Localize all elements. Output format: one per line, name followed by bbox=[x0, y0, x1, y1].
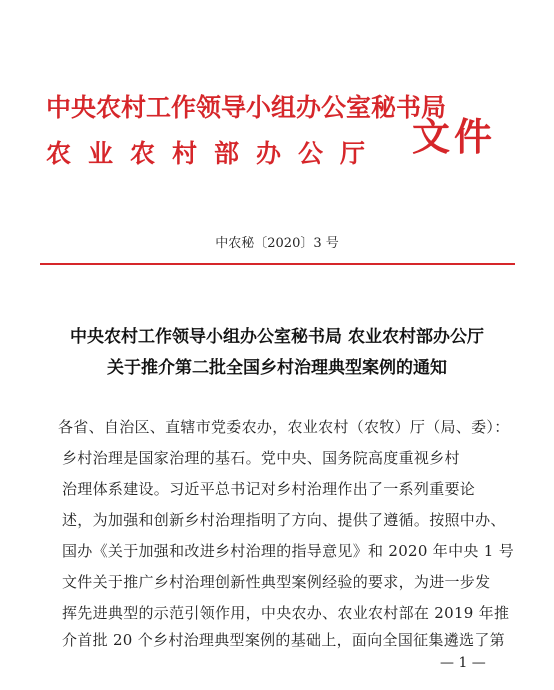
issuer-line-1: 中央农村工作领导小组办公室秘书局 bbox=[46, 93, 447, 122]
page-number: — 1 — bbox=[440, 655, 486, 671]
title-line-2: 关于推介第二批全国乡村治理典型案例的通知 bbox=[107, 358, 447, 378]
body-line: 挥先进典型的示范引领作用，中央农办、农业农村部在 2019 年推 bbox=[62, 604, 510, 622]
title-line-1: 中央农村工作领导小组办公室秘书局 农业农村部办公厅 bbox=[70, 327, 484, 347]
body-line: 介首批 20 个乡村治理典型案例的基础上，面向全国征集遴选了第 bbox=[62, 631, 505, 649]
document-word: 文件 bbox=[412, 114, 497, 159]
issuer-line-2: 农业农村部办公厅 bbox=[46, 139, 383, 168]
red-separator-line bbox=[40, 263, 515, 265]
body-line: 治理体系建设。习近平总书记对乡村治理作出了一系列重要论 bbox=[62, 480, 476, 498]
salutation: 各省、自治区、直辖市党委农办，农业农村（农牧）厅（局、委）： bbox=[58, 418, 510, 436]
document-number: 中农秘〔2020〕3 号 bbox=[215, 236, 339, 251]
body-line: 乡村治理是国家治理的基石。党中央、国务院高度重视乡村 bbox=[62, 449, 460, 467]
body-line: 文件关于推广乡村治理创新性典型案例经验的要求，为进一步发 bbox=[62, 573, 491, 591]
body-line: 国办《关于加强和改进乡村治理的指导意见》和 2020 年中央 1 号 bbox=[62, 542, 514, 560]
body-line: 述，为加强和创新乡村治理指明了方向、提供了遵循。按照中办、 bbox=[62, 511, 506, 529]
